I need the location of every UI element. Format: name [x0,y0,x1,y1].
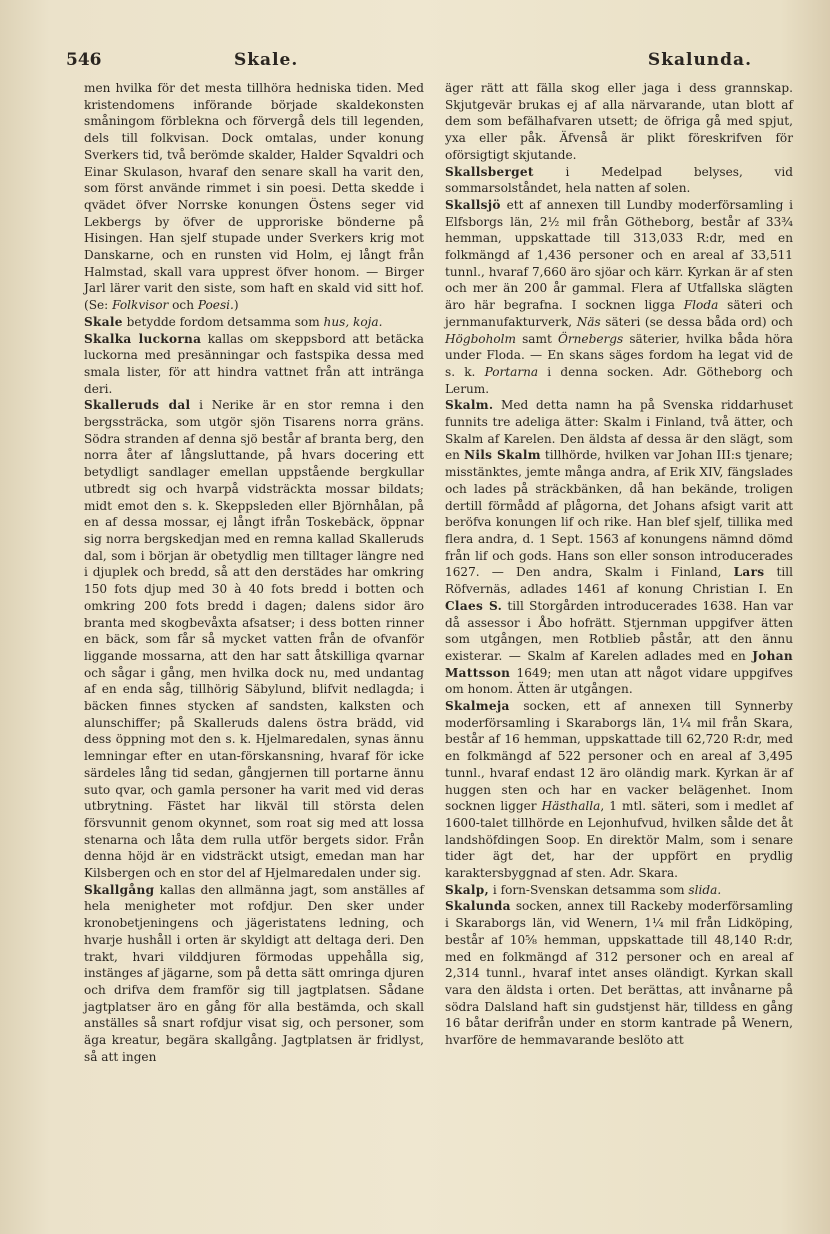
page-number: 546 [66,50,102,70]
headword: Skalm. [445,398,494,413]
entry-skallgang-continued: äger rätt att fälla skog eller jaga i dess grannskap. Skjutgevär brukas ej af alla närvarande, utan blott af dem som befälhafvaren utsett; de öfriga gå med spjut, yxa eller påk. Äfvenså är plikt föreskrifven för oförsigtigt skjutande. [445,81,793,162]
headword: Skalmeja [445,699,510,714]
headword: Skalleruds dal [84,398,191,413]
entry-skallgang: Skallgång kallas den allmänna jagt, som anställes af hela menigheter mot rofdjur. Den sker under kronobetjeningens och jägeristatens ledning, och hvarje hushåll i orten är skyldigt att deltaga deri. Den trakt, hvari vilddjuren förmodas uppehålla sig, instänges af jägarne, som på detta sätt omringa djuren och drifva dem framför sig till jagtplatsen. Sådane jagtplatser äro en gång för alla bestämda, och skall anställes så snart rofdjur visat sig, och personer, som äga kreatur, begära skallgång. Jagtplatsen är fridlyst, så att ingen [84,882,424,1064]
left-running-head: Skale. [234,50,299,70]
page-header [66,50,756,74]
right-column [445,80,793,1049]
entry-skalp: Skalp, i forn-Svenskan detsamma som slida. [445,882,722,897]
entry-skalm: Skalm. Med detta namn ha på Svenska riddarhuset funnits tre adeliga ätter: Skalm i Finland, två ätter, och Skalm af Karelen. Den äldsta af dessa är den slägt, som en Nils Skalm tillhörde, hvilken var Johan III:s tjenare; misstänktes, jemte många andra, af Erik XIV, fängslades och lades på sträckbänken, då han bekände, troligen dertill förmådd af plågorna, det Johans afsigt varit att beröfva konungen lif och rike. Han blef sjelf, tillika med flera andra, d. 1 Sept. 1563 af konungens nämnd dömd från lif och gods. Hans son eller sonson introducerades 1627. — Den andra, Skalm i Finland, Lars till Röfvernäs, adlades 1461 af konung Christian I. En Claes S. till Storgården introducerades 1638. Han var då assessor i Åbo hofrätt. Stjernman uppgifver ätten som utgången, men Rotblieb påstår, att den ännu existerar. — Skalm af Karelen adlades med en Johan Mattsson 1649; men utan att något vidare uppgifves om honom. Ätten är utgången. [445,398,793,697]
entry-skalka-luckorna: Skalka luckorna kallas om skeppsbord att betäcka luckorna med presänningar och fastspika dessa med smala lister, för att hindra vattnet från att intränga deri. [84,331,424,396]
entry-skalleruds-dal: Skalleruds dal i Nerike är en stor remna i den bergssträcka, som utgör sjön Tisarens norra gräns. Södra stranden af denna sjö består af branta berg, den norra åter af långsluttande, på hvars docering ett betydligt sandlager emellan uppstående bergkullar utbredt sig och hvarpå vidsträckta mossar bildats; midt emot den s. k. Skeppsleden eller Björnhålan, på en af dessa mossar, ej långt ifrån Toskebäck, öppnar sig norra bergskedjan med en remna kallad Skalleruds dal, som i början är obetydlig men tilltager längre ned i djuplek och bredd, så att den derstädes har omkring 150 fots djup med 30 à 40 fots bredd i botten och omkring 200 fots bredd i dagen; dalens sidor äro branta med skogbevåxta afsatser; i dess botten rinner en bäck, som får så mycket vatten från de ofvanför liggande mossarna, att den har satt åtskilliga qvarnar och sågar i gång, men hvilka dock nu, med undantag af en enda såg, tillhörig Säbylund, blifvit nedlagda; i bäcken finnes stycken af sandsten, kalksten och alunschiffer; på Skalleruds dalens östra brädd, vid dess öppning mot den s. k. Hjelmaredalen, synas ännu lemningar efter en utan-förskansning, hvaraf för icke särdeles lång tid sedan, gångjernen till portarne ännu suto qvar, och gamla personer ha varit med vid deras utbrytning. Fästet har likväl till största delen försvunnit genom okynnet, som roat sig med att lossa stenarna och låta dem rulla utför bergets sidor. Från denna höjd är en vidsträckt utsigt, emedan man har Kilsbergen och en stor del af Hjelmaredalen under sig. [84,398,424,881]
entry-skallsberget: Skallsberget i Medelpad belyses, vid sommarsolståndet, hela natten af solen. [445,164,793,196]
headword: Skale [84,314,123,329]
headword: Skallsberget [445,164,534,179]
headword: Skalka luckorna [84,331,202,346]
entry-skale: Skale betydde fordom detsamma som hus, koja. [84,314,383,329]
entry-skald-continued: men hvilka för det mesta tillhöra hedniska tiden. Med kristendomens införande började skaldekonsten småningom förblekna och förvergå dels till legenden, dels till folkvisan. Dock omtalas, under konung Sverkers tid, två berömde skalder, Halder Sqvaldri och Einar Skulason, hvaraf den senare skall ha varit den, som först använde rimmet i sin poesi. Detta skedde i qvädet öfver Norrske konungen Östens seger vid Lekbergs by öfver de upproriske bönderne på Hisingen. Han sjelf stupade under Sverkers krig mot Danskarne, och en runsten vid Holm, ej långt från Halmstad, skall vara upprest öfver honom. — Birger Jarl lärer varit den siste, som haft en skald vid sitt hof. (Se: Folkvisor och Poesi.) [84,81,424,313]
entry-skalunda: Skalunda socken, annex till Rackeby moderförsamling i Skaraborgs län, vid Wenern, 1¼ mil från Lidköping, består af 10⅝ hemman, uppskattade till 48,140 R:dr, med en folkmängd af 312 personer och en areal af 2,314 tunnl., hvaraf intet anses oländigt. Kyrkan skall vara den äldsta i orten. Det berättas, att invånarne på södra Dalsland haft sin gudstjenst här, tilldess en gång 16 båtar derifrån under en storm kantrade på Wenern, hvarföre de hemmavarande beslöto att [445,899,793,1048]
headword: Skalp, [445,882,490,897]
left-column [84,80,424,1065]
headword: Skallsjö [445,197,501,212]
headword: Skallgång [84,882,155,897]
right-running-head: Skalunda. [647,50,752,70]
entry-skalmeja: Skalmeja socken, ett af annexen till Synnerby moderförsamling i Skaraborgs län, 1¼ mil från Skara, består af 16 hemman, uppskattade till 62,720 R:dr, med en folkmängd af 522 personer och en areal af 3,495 tunnl., hvaraf endast 12 äro oländig mark. Kyrkan är af huggen sten och har en vacker belägenhet. Inom socknen ligger Hästhalla, 1 mtl. säteri, som i medlet af 1600-talet tillhörde en Lejonhufvud, hvilken sålde det åt landshöfdingen Soop. En direktör Malm, som i senare tider ägt det, har der uppfört en prydlig karaktersbyggnad af sten. Adr. Skara. [445,699,793,881]
entry-skallsjo: Skallsjö ett af annexen till Lundby moderförsamling i Elfsborgs län, 2½ mil från Götheborg, består af 33¾ hemman, uppskattade till 313,033 R:dr, med en folkmängd af 1,436 personer och en areal af 33,511 tunnl., hvaraf 7,660 äro sjöar och kärr. Kyrkan är af sten och mer än 200 år gammal. Flera af Utfallska slägten äro här begrafna. I socknen ligga Floda säteri och jernmanufakturverk, Näs säteri (se dessa båda ord) och Högboholm samt Örnebergs säterier, hvilka båda höra under Floda. — En skans säges fordom ha legat vid de s. k. Portarna i denna socken. Adr. Götheborg och Lerum. [445,197,793,396]
headword: Skalunda [445,899,511,914]
